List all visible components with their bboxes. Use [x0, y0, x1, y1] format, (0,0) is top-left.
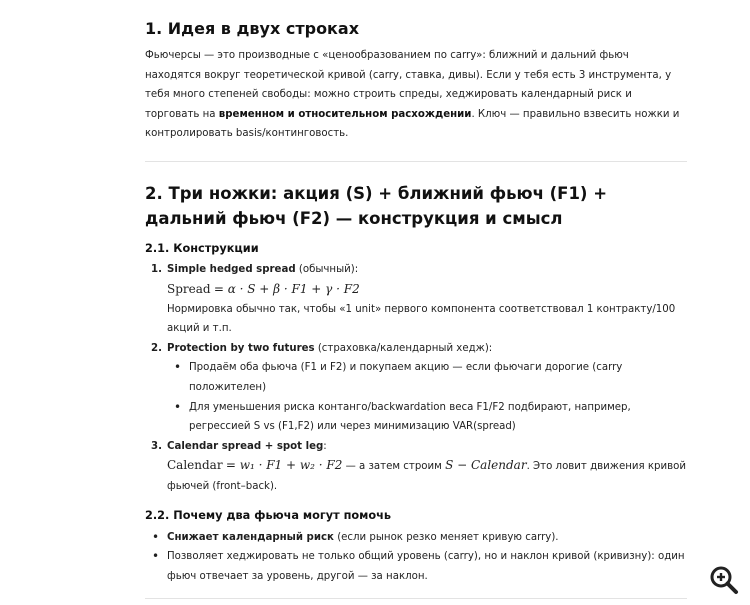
constructions-list: [145, 260, 687, 497]
subsection-2-2-title: 2.2. Почему два фьюча могут помочь: [145, 508, 392, 522]
item-title: Calendar spread + spot leg: [167, 440, 324, 452]
document-body: [145, 18, 687, 599]
formula-rhs: = α · S + β · F1 + γ · F2: [213, 281, 360, 296]
section1-title: 1. Идея в двух строках: [145, 19, 360, 38]
bullet-item: • Для уменьшения риска контанго/backwardation веса F1/F2 подбирают, например, регрессией S vs (F1,F2) или через минимизацию VAR(spread): [167, 398, 687, 437]
protection-bullets: [167, 358, 687, 436]
bullet-bold: Снижает календарный риск: [167, 531, 334, 543]
list-item: [145, 437, 687, 497]
section1-text-bold: временном и относительном расхождении: [218, 108, 472, 120]
formula-rhs: = w₁ · F1 + w₂ · F2: [225, 458, 343, 473]
item-number: 1.: [151, 263, 162, 275]
item-title: Simple hedged spread: [167, 263, 296, 275]
item-number: 3.: [151, 440, 162, 452]
subsection-2-1-title: 2.1. Конструкции: [145, 241, 259, 255]
section1-text-b: . Ключ — правильно взвесить ножки и контролировать basis/континговость.: [145, 108, 680, 140]
item-note: Нормировка обычно так, чтобы «1 unit» первого компонента соответствовал 1 контракту/100 акций и т.п.: [167, 303, 676, 335]
formula-lhs: Calendar: [167, 458, 223, 473]
calendar-formula-line: [167, 456, 687, 496]
zoom-in-icon[interactable]: [708, 564, 740, 596]
section1-text-a: Фьючерсы — это производные с «ценообразованием по carry»: ближний и дальний фьюч находятся вокруг теоретической кривой (carry, ставка, дивы). Если у тебя есть 3 инструмента, у тебя много степеней свободы: можно строить спреды, хеджировать календарный риск и торговать на: [145, 50, 672, 120]
spread-formula: [167, 280, 687, 300]
item-subtitle: (страховка/календарный хедж):: [314, 342, 493, 354]
section2-title: 2. Три ножки: акция (S) + ближний фьюч (F1) + дальний фьюч (F2) — конструкция и смысл: [145, 183, 608, 228]
list-item: [145, 339, 687, 437]
item-title: Protection by two futures: [167, 342, 315, 354]
bullet-text: (если рынок резко меняет кривую carry).: [333, 531, 559, 543]
divider: [145, 598, 687, 599]
reasons-list: [145, 528, 687, 587]
bullet-item: • Продаём оба фьюча (F1 и F2) и покупаем акцию — если фьючаги дорогие (carry положителен): [167, 358, 687, 397]
item-number: 2.: [151, 342, 162, 354]
bullet-item: [145, 528, 687, 548]
formula-inline: S − Calendar: [445, 458, 527, 473]
item-subtitle: (обычный):: [295, 263, 359, 275]
item-subtitle: :: [323, 440, 327, 452]
section1-paragraph: [145, 46, 687, 144]
bullet-text: Позволяет хеджировать не только общий уровень (carry), но и наклон кривой (кривизну): один фьюч отвечает за уровень, другой — за наклон.: [167, 551, 685, 582]
formula-text-tail: . Это ловит движения кривой фьючей (front–back).: [167, 461, 686, 492]
formula-lhs: Spread: [167, 281, 211, 296]
divider: [145, 161, 687, 162]
list-item: [145, 260, 687, 339]
bullet-item: [145, 547, 687, 586]
formula-text: — а затем строим: [342, 461, 446, 473]
